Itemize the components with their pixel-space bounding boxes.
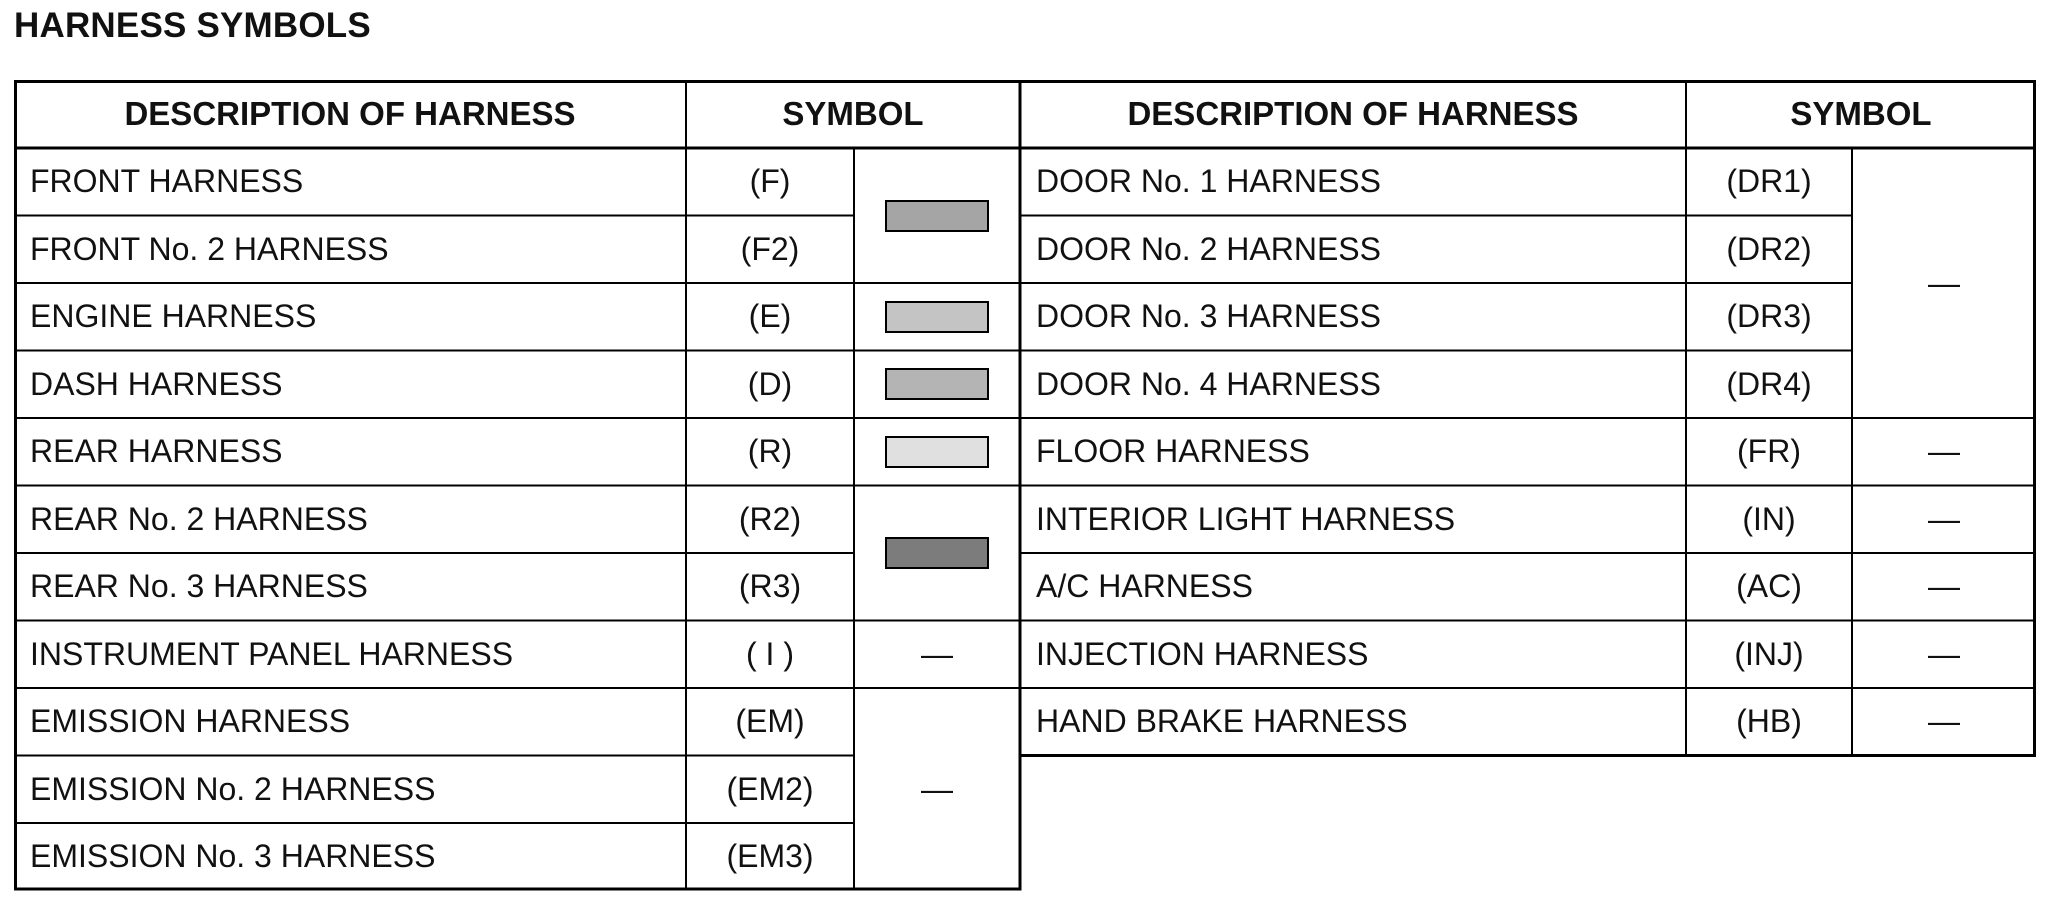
left-row-description: EMISSION No. 3 HARNESS: [30, 838, 436, 875]
right-symbol-dash: —: [1928, 635, 1960, 672]
left-symbol-dash: —: [921, 635, 953, 672]
right-header-description: DESCRIPTION OF HARNESS: [1127, 95, 1579, 132]
right-row-code: (DR2): [1726, 230, 1812, 267]
left-row-description: DASH HARNESS: [30, 365, 283, 402]
left-row-code: (E): [748, 298, 792, 335]
left-header-description: DESCRIPTION OF HARNESS: [124, 95, 576, 132]
left-harness-color-swatch: [885, 537, 989, 569]
left-row-code: ( I ): [746, 635, 794, 672]
left-row-code: (F2): [740, 230, 800, 267]
page-title: HARNESS SYMBOLS: [14, 6, 371, 45]
right-row-code: (DR1): [1726, 163, 1812, 200]
right-row-description: DOOR No. 2 HARNESS: [1036, 230, 1381, 267]
left-row-description: ENGINE HARNESS: [30, 298, 317, 335]
right-header-symbol: SYMBOL: [1790, 95, 1932, 132]
right-row-code: (AC): [1736, 568, 1802, 605]
right-row-code: (DR4): [1726, 365, 1812, 402]
right-row-description: HAND BRAKE HARNESS: [1036, 703, 1408, 740]
right-row-description: FLOOR HARNESS: [1036, 433, 1310, 470]
left-row-description: REAR No. 3 HARNESS: [30, 568, 368, 605]
left-row-code: (F): [749, 163, 791, 200]
left-row-description: REAR No. 2 HARNESS: [30, 500, 368, 537]
left-row-code: (R): [747, 433, 793, 470]
harness-symbols-table: [14, 80, 2038, 891]
left-harness-color-swatch: [885, 436, 989, 468]
right-row-description: DOOR No. 4 HARNESS: [1036, 365, 1381, 402]
right-row-description: DOOR No. 1 HARNESS: [1036, 163, 1381, 200]
left-row-description: FRONT HARNESS: [30, 163, 304, 200]
right-row-description: DOOR No. 3 HARNESS: [1036, 298, 1381, 335]
right-row-code: (DR3): [1726, 298, 1812, 335]
left-row-code: (EM): [735, 703, 805, 740]
left-row-description: REAR HARNESS: [30, 433, 283, 470]
left-row-code: (R3): [738, 568, 802, 605]
left-row-code: (D): [747, 365, 793, 402]
left-row-description: INSTRUMENT PANEL HARNESS: [30, 635, 514, 672]
left-harness-color-swatch: [885, 368, 989, 400]
left-row-code: (R2): [738, 500, 802, 537]
right-symbol-dash: —: [1928, 500, 1960, 537]
left-row-description: EMISSION HARNESS: [30, 703, 351, 740]
left-row-description: EMISSION No. 2 HARNESS: [30, 770, 436, 807]
right-row-description: INJECTION HARNESS: [1036, 635, 1369, 672]
left-row-description: FRONT No. 2 HARNESS: [30, 230, 389, 267]
right-row-code: (HB): [1736, 703, 1802, 740]
left-header-symbol: SYMBOL: [782, 95, 924, 132]
left-row-code: (EM3): [726, 838, 814, 875]
right-symbol-dash: —: [1928, 703, 1960, 740]
right-row-code: (FR): [1737, 433, 1801, 470]
right-row-description: A/C HARNESS: [1036, 568, 1253, 605]
right-symbol-dash: —: [1928, 433, 1960, 470]
right-row-description: INTERIOR LIGHT HARNESS: [1036, 500, 1456, 537]
left-harness-color-swatch: [885, 200, 989, 232]
right-row-code: (IN): [1742, 500, 1796, 537]
left-harness-color-swatch: [885, 301, 989, 333]
right-row-code: (INJ): [1734, 635, 1804, 672]
left-symbol-dash: —: [921, 770, 953, 807]
left-row-code: (EM2): [726, 770, 814, 807]
right-symbol-dash: —: [1928, 264, 1960, 301]
right-symbol-dash: —: [1928, 568, 1960, 605]
